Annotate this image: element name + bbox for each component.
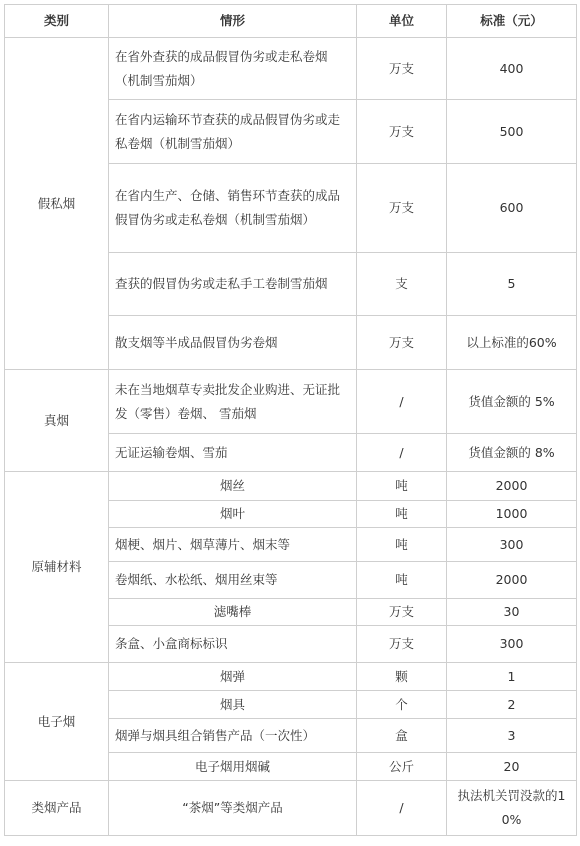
- category-cell: 电子烟: [5, 663, 109, 781]
- situation-cell: 在省内生产、仓储、销售环节查获的成品假冒伪劣或走私卷烟（机制雪茄烟）: [109, 164, 357, 253]
- unit-cell: 万支: [357, 164, 447, 253]
- standard-cell: 300: [447, 528, 577, 562]
- standard-cell: 2000: [447, 562, 577, 599]
- unit-cell: 颗: [357, 663, 447, 691]
- situation-cell: 在省内运输环节查获的成品假冒伪劣或走私卷烟（机制雪茄烟）: [109, 100, 357, 164]
- situation-cell: 散支烟等半成品假冒伪劣卷烟: [109, 316, 357, 370]
- standard-cell: 400: [447, 38, 577, 100]
- standard-cell: 5: [447, 253, 577, 316]
- standard-cell: 以上标准的60%: [447, 316, 577, 370]
- unit-cell: 万支: [357, 38, 447, 100]
- situation-cell: 烟丝: [109, 472, 357, 501]
- standard-cell: 500: [447, 100, 577, 164]
- header-situation: 情形: [109, 5, 357, 38]
- standard-cell: 20: [447, 753, 577, 781]
- situation-cell: 烟具: [109, 691, 357, 719]
- standard-cell: 货值金额的 8%: [447, 434, 577, 472]
- situation-cell: 未在当地烟草专卖批发企业购进、无证批发（零售）卷烟、 雪茄烟: [109, 370, 357, 434]
- standard-cell: 1000: [447, 501, 577, 528]
- table-row: [5, 472, 577, 501]
- situation-cell: 无证运输卷烟、雪茄: [109, 434, 357, 472]
- table-header-row: [5, 5, 577, 38]
- standard-cell: 货值金额的 5%: [447, 370, 577, 434]
- unit-cell: 个: [357, 691, 447, 719]
- situation-cell: 卷烟纸、水松纸、烟用丝束等: [109, 562, 357, 599]
- unit-cell: 万支: [357, 626, 447, 663]
- unit-cell: 吨: [357, 562, 447, 599]
- situation-cell: 电子烟用烟碱: [109, 753, 357, 781]
- standard-cell: 600: [447, 164, 577, 253]
- header-category: 类别: [5, 5, 109, 38]
- header-standard: 标准（元）: [447, 5, 577, 38]
- unit-cell: 公斤: [357, 753, 447, 781]
- standard-cell: 30: [447, 599, 577, 626]
- unit-cell: 万支: [357, 316, 447, 370]
- situation-cell: 烟梗、烟片、烟草薄片、烟末等: [109, 528, 357, 562]
- header-unit: 单位: [357, 5, 447, 38]
- unit-cell: 支: [357, 253, 447, 316]
- table-row: [5, 38, 577, 100]
- category-cell: 原辅材料: [5, 472, 109, 663]
- category-cell: 类烟产品: [5, 781, 109, 836]
- unit-cell: /: [357, 434, 447, 472]
- situation-cell: 烟叶: [109, 501, 357, 528]
- unit-cell: /: [357, 781, 447, 836]
- category-cell: 真烟: [5, 370, 109, 472]
- unit-cell: /: [357, 370, 447, 434]
- unit-cell: 吨: [357, 472, 447, 501]
- situation-cell: 条盒、小盒商标标识: [109, 626, 357, 663]
- table-row: [5, 370, 577, 434]
- situation-cell: 烟弹与烟具组合销售产品（一次性）: [109, 719, 357, 753]
- table-row: [5, 781, 577, 836]
- unit-cell: 吨: [357, 528, 447, 562]
- situation-cell: 在省外查获的成品假冒伪劣或走私卷烟（机制雪茄烟）: [109, 38, 357, 100]
- unit-cell: 盒: [357, 719, 447, 753]
- unit-cell: 吨: [357, 501, 447, 528]
- unit-cell: 万支: [357, 100, 447, 164]
- standard-cell: 2: [447, 691, 577, 719]
- standard-cell: 3: [447, 719, 577, 753]
- category-cell: 假私烟: [5, 38, 109, 370]
- unit-cell: 万支: [357, 599, 447, 626]
- situation-cell: “茶烟”等类烟产品: [109, 781, 357, 836]
- reward-standard-table: [4, 4, 577, 836]
- standard-cell: 300: [447, 626, 577, 663]
- situation-cell: 烟弹: [109, 663, 357, 691]
- table-row: [5, 663, 577, 691]
- standard-cell: 2000: [447, 472, 577, 501]
- standard-cell: 执法机关罚没款的10%: [447, 781, 577, 836]
- situation-cell: 滤嘴棒: [109, 599, 357, 626]
- standard-cell: 1: [447, 663, 577, 691]
- situation-cell: 查获的假冒伪劣或走私手工卷制雪茄烟: [109, 253, 357, 316]
